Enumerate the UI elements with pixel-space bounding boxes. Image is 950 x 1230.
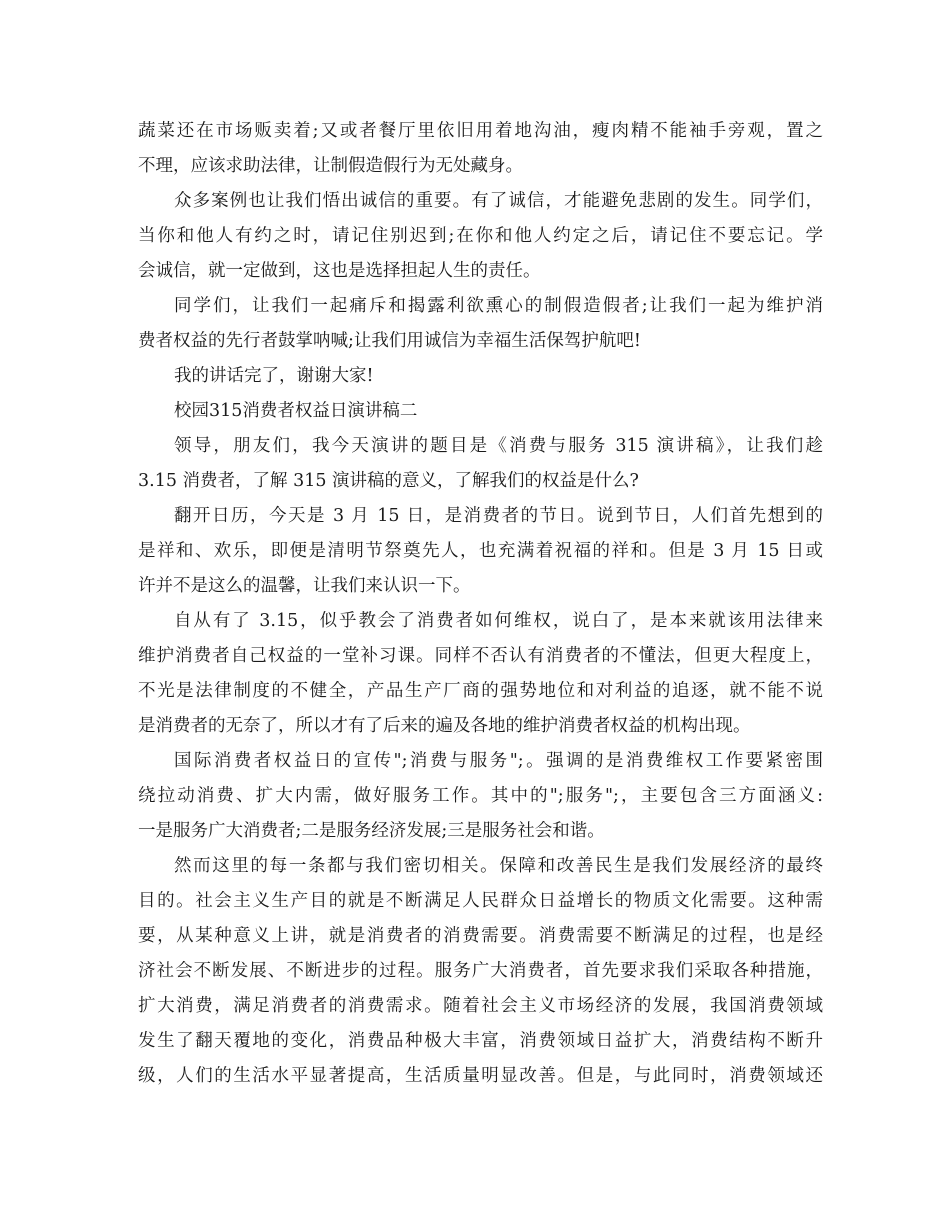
text-line: 3.15 消费者，了解 315 演讲稿的意义，了解我们的权益是什么? [138,471,639,491]
text-line: 我的讲话完了，谢谢大家! [174,366,374,386]
text-line: 济社会不断发展、不断进步的过程。服务广大消费者，首先要求我们采取各种措施， [138,961,823,981]
text-line: 同学们，让我们一起痛斥和揭露利欲熏心的制假造假者;让我们一起为维护消 [174,296,823,316]
text-line: 当你和他人有约之时，请记住别迟到;在你和他人约定之后，请记住不要忘记。学 [138,226,823,246]
text-line: 要，从某种意义上讲，就是消费者的消费需要。消费需要不断满足的过程，也是经 [138,926,823,946]
text-line: 级，人们的生活水平显著提高，生活质量明显改善。但是，与此同时，消费领域还 [138,1066,823,1086]
text-line: 绕拉动消费、扩大内需，做好服务工作。其中的";服务";，主要包含三方面涵义: [138,786,823,806]
text-line: 扩大消费，满足消费者的消费需求。随着社会主义市场经济的发展，我国消费领域 [138,996,823,1016]
text-line: 会诚信，就一定做到，这也是选择担起人生的责任。 [138,261,541,281]
text-line: 蔬菜还在市场贩卖着;又或者餐厅里依旧用着地沟油，瘦肉精不能袖手旁观，置之 [138,121,823,141]
text-line: 目的。社会主义生产目的就是不断满足人民群众日益增长的物质文化需要。这种需 [138,891,823,911]
text-line: 然而这里的每一条都与我们密切相关。保障和改善民生是我们发展经济的最终 [174,856,823,876]
text-line: 众多案例也让我们悟出诚信的重要。有了诚信，才能避免悲剧的发生。同学们， [174,191,823,211]
text-line: 不理，应该求助法律，让制假造假行为无处藏身。 [138,156,523,176]
text-line: 翻开日历，今天是 3 月 15 日，是消费者的节日。说到节日，人们首先想到的 [174,506,823,526]
text-line: 维护消费者自己权益的一堂补习课。同样不否认有消费者的不懂法，但更大程度上， [138,646,823,666]
text-line: 一是服务广大消费者;二是服务经济发展;三是服务社会和谐。 [138,821,605,841]
text-line: 是祥和、欢乐，即便是清明节祭奠先人，也充满着祝福的祥和。但是 3 月 15 日或 [138,541,823,561]
text-line: 不光是法律制度的不健全，产品生产厂商的强势地位和对利益的追逐，就不能不说 [138,681,823,701]
text-line: 国际消费者权益日的宣传";消费与服务";。强调的是消费维权工作要紧密围 [174,751,823,771]
text-line: 许并不是这么的温馨，让我们来认识一下。 [138,576,471,596]
text-line: 发生了翻天覆地的变化，消费品种极大丰富，消费领域日益扩大，消费结构不断升 [138,1031,823,1051]
text-line: 校园315消费者权益日演讲稿二 [174,401,418,421]
text-line: 自从有了 3.15，似乎教会了消费者如何维权，说白了，是本来就该用法律来 [174,611,823,631]
document-body [138,114,823,1094]
text-line: 费者权益的先行者鼓掌呐喊;让我们用诚信为幸福生活保驾护航吧! [138,331,641,351]
text-line: 是消费者的无奈了，所以才有了后来的遍及各地的维护消费者权益的机构出现。 [138,716,751,736]
text-line: 领导，朋友们，我今天演讲的题目是《消费与服务 315 演讲稿》，让我们趁 [174,436,823,456]
